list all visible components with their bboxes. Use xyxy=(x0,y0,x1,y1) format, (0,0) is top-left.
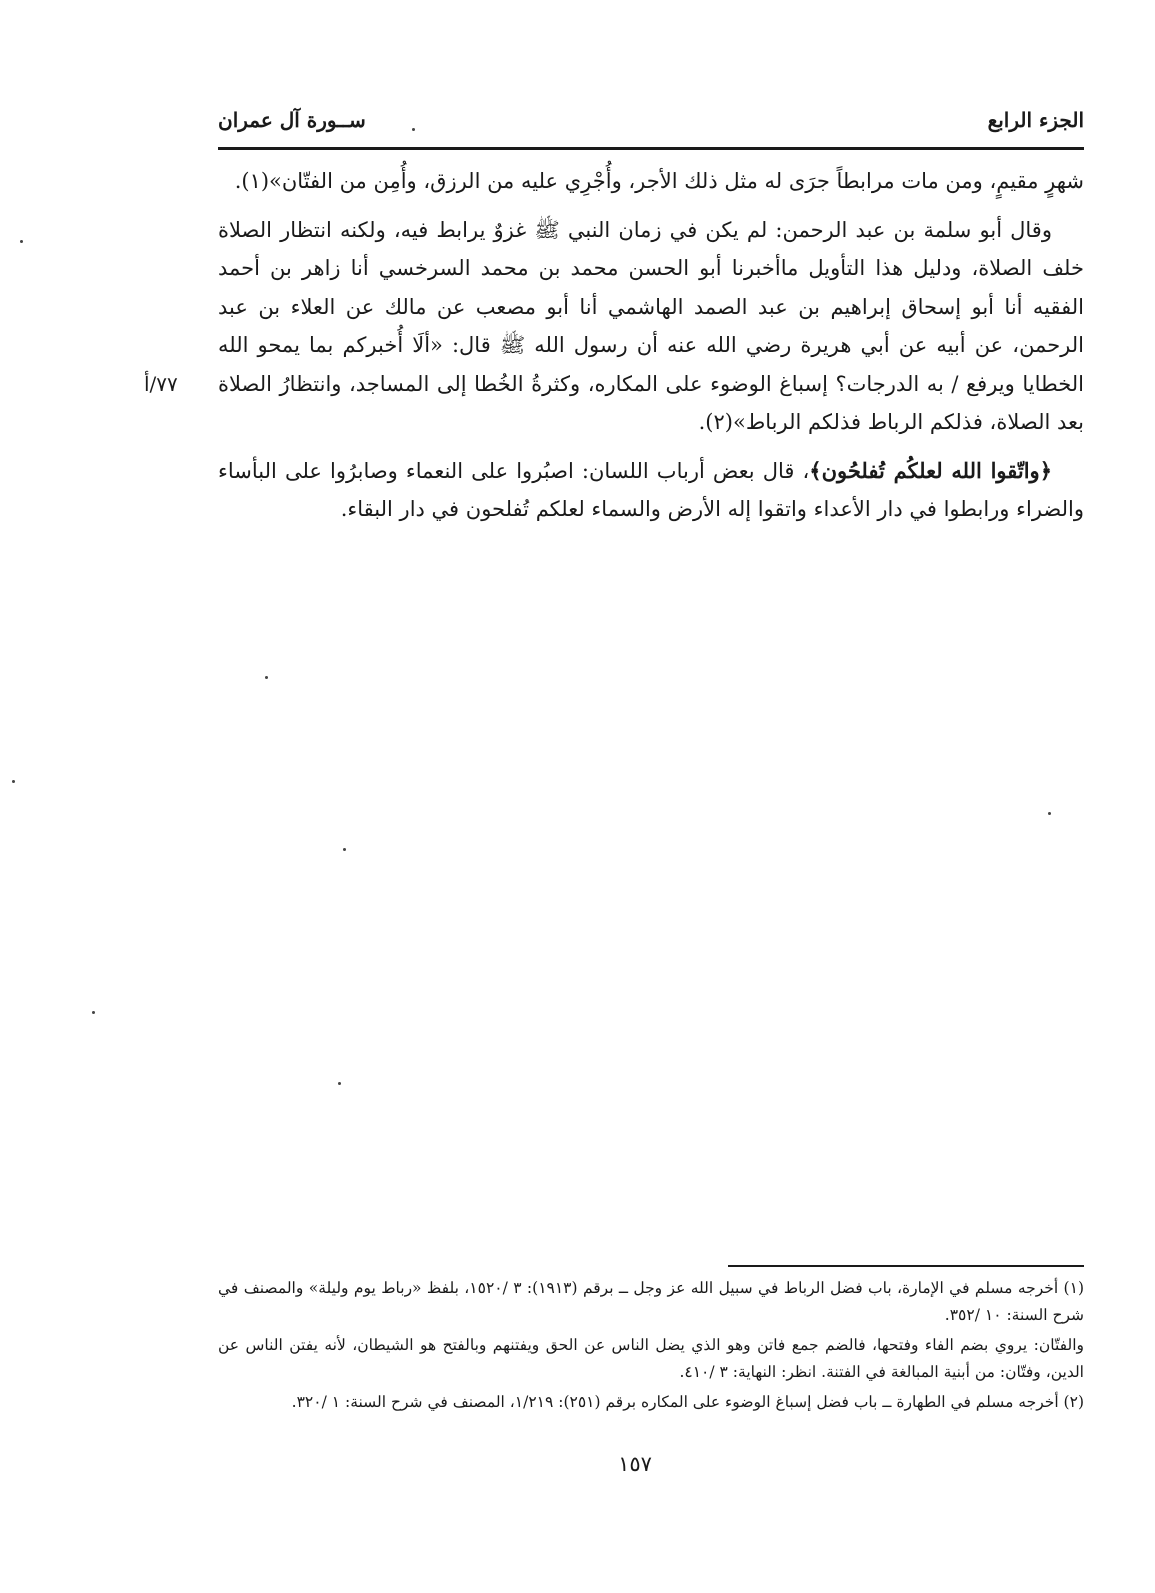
scan-speck xyxy=(265,676,268,679)
footnote-1-note-text: والفتّان: يروي بضم الفاء وفتحها، فالضم جمع فاتن وهو الذي يضل الناس عن الحق ويفتنهم وبالفتح هو الشيطان، لأنه يفتن الناس عن الدين، وفتّان: من أبنية المبالغة في الفتنة. انظر: النهاية: ٣ /٤١٠. xyxy=(218,1336,1084,1381)
scan-speck xyxy=(20,240,23,243)
scan-speck xyxy=(338,1082,341,1085)
main-text xyxy=(218,162,1084,539)
paragraph-2-text: وقال أبو سلمة بن عبد الرحمن: لم يكن في زمان النبي ﷺ غزوٌ يرابط فيه، ولكنه انتظار الصلاة خلف الصلاة، ودليل هذا التأويل ماأخبرنا أبو الحسن محمد بن محمد السرخسي أنا زاهر بن أحمد الفقيه أنا أبو إسحاق إبراهيم بن عبد الصمد الهاشمي أنا أبو مصعب عن مالك عن العلاء بن عبد الرحمن، عن أبيه عن أبي هريرة رضي الله عنه أن رسول الله ﷺ قال: «ألَا أُخبركم بما يمحو الله الخطايا ويرفع / به الدرجات؟ إسباغ الوضوء على المكاره، وكثرةُ الخُطا إلى المساجد، وانتظارُ الصلاة بعد الصلاة، فذلكم الرباط فذلكم الرباط»(٢). xyxy=(218,217,1084,434)
paragraph-2 xyxy=(218,211,1084,442)
paragraph-3-text: ، قال بعض أرباب اللسان: اصبُروا على النعماء وصابرُوا على البأساء والضراء ورابطوا في دار الأعداء واتقوا إله الأرض والسماء لعلكم تُفلحون في دار البقاء. xyxy=(218,458,1084,521)
footnote-1-text: (١) أخرجه مسلم في الإمارة، باب فضل الرباط في سبيل الله عز وجل ــ برقم (١٩١٣): ٣ /١٥٢٠، بلفظ «رباط يوم وليلة» والمصنف في شرح السنة: ١٠ /٣٥٢. xyxy=(218,1279,1084,1324)
footnote-divider xyxy=(728,1265,1084,1267)
paragraph-1 xyxy=(218,162,1084,201)
footnote-1-note xyxy=(218,1332,1084,1386)
footnote-1 xyxy=(218,1275,1084,1329)
paragraph-3 xyxy=(218,452,1084,529)
quran-verse: ﴿واتّقوا الله لعلكُم تُفلحُون﴾ xyxy=(809,457,1052,483)
footnote-2-text: (٢) أخرجه مسلم في الطهارة ــ باب فضل إسباغ الوضوء على المكاره برقم (٢٥١): ١/٢١٩، المصنف في شرح السنة: ١ /٣٢٠. xyxy=(291,1393,1084,1411)
page-number: ١٥٧ xyxy=(618,1452,652,1476)
margin-folio-reference: ٧٧/أ xyxy=(144,372,178,396)
header-surah-title: ســورة آل عمران xyxy=(218,108,366,132)
scan-speck xyxy=(1048,812,1051,815)
footnote-2 xyxy=(218,1389,1084,1416)
running-header xyxy=(218,104,1084,148)
footnotes xyxy=(218,1275,1084,1419)
scan-speck xyxy=(343,848,346,851)
scan-speck xyxy=(92,1011,95,1014)
header-part-title: الجزء الرابع xyxy=(987,108,1084,132)
header-divider xyxy=(218,147,1084,150)
scan-speck xyxy=(12,780,15,783)
paragraph-1-text: شهرٍ مقيمٍ، ومن مات مرابطاً جرَى له مثل ذلك الأجر، وأُجْرِي عليه من الرزق، وأُمِن من الفتّان»(١). xyxy=(234,169,1084,193)
scan-speck xyxy=(412,128,415,131)
